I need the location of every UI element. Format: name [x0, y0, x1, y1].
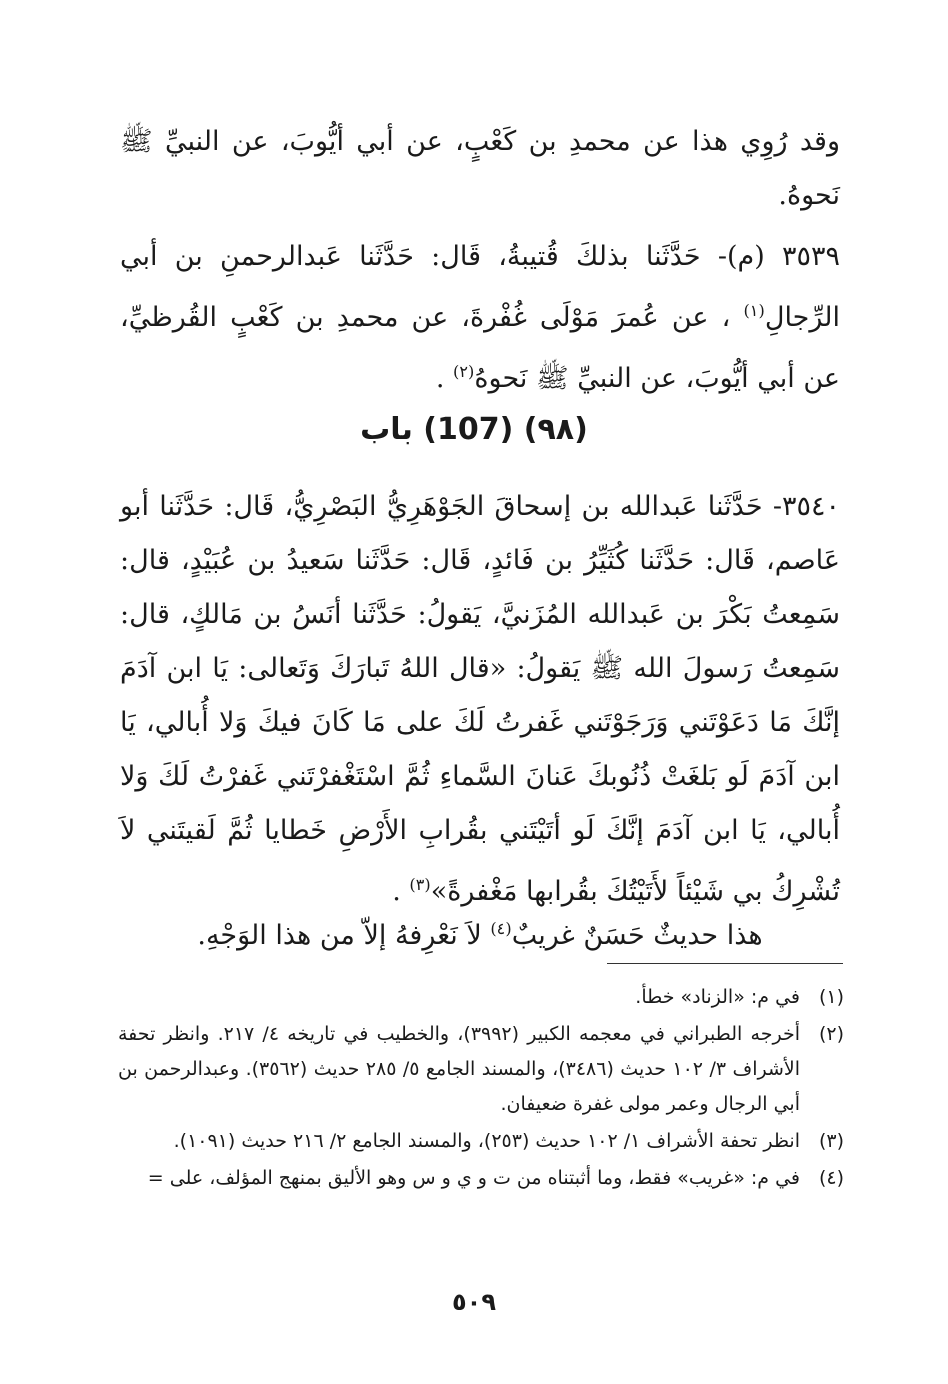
- footnote-ref-1[interactable]: (١): [743, 301, 765, 320]
- footnote-number: (٢): [818, 1023, 844, 1045]
- footnote-divider: [607, 963, 843, 964]
- footnote-text: أخرجه الطبراني في معجمه الكبير (٣٩٩٢)، والخطيب في تاريخه ٤/ ٢١٧. وانظر تحفة الأشراف ٣/ ١٠٢ حديث (٣٤٨٦)، والمسند الجامع ٥/ ٢٨٥ حديث (٣٥٦٢). وعبدالرحمن بن أبي الرجال وعمر مولى غفرة ضعيفان.: [118, 1023, 800, 1115]
- footnote-number: (١): [818, 986, 844, 1008]
- footnotes-section: [118, 980, 844, 1198]
- hadith-3539-text-middle: ، عن عُمرَ مَوْلَى غُفْرةَ، عن محمدِ بن كَعْبٍ القُرظيِّ، عن أبي أيُّوبَ، عن النبيِّ ﷺ نَحوهُ: [120, 302, 840, 394]
- verdict-text-before: هذا حديثٌ حَسَنٌ غريبٌ: [511, 920, 763, 951]
- hadith-3540-text-after: .: [392, 876, 410, 907]
- hadith-3540-text: ٣٥٤٠- حَدَّثَنا عَبدالله بن إسحاقَ الجَوْهَرِيُّ البَصْرِيُّ، قَال: حَدَّثَنا أبو عَاصم، قَال: حَدَّثَنا كُثَيِّرُ بن فَائدٍ، قَال: حَدَّثَنا سَعيدُ بن عُبَيْدٍ، قال: سَمِعتُ بَكْرَ بن عَبدالله المُزَنيَّ، يَقولُ: حَدَّثَنا أنَسُ بن مَالكٍ، قال: سَمِعتُ رَسولَ الله ﷺ يَقولُ: «قال اللهُ تَبارَكَ وَتَعالى: يَا ابن آدَمَ إنَّكَ مَا دَعَوْتَني وَرَجَوْتَني غَفرتُ لَكَ على مَا كَانَ فيكَ وَلا أُبالي، يَا ابن آدَمَ لَو بَلغَتْ ذُنُوبكَ عَنانَ السَّماءِ ثُمَّ اسْتَغْفرْتَني غَفرْتُ لَكَ وَلا أُبالي، يَا ابن آدَمَ إنَّكَ لَو أتَيْتَني بقُرابِ الأَرْضِ خَطايا ثُمَّ لَقيتَني لاَ تُشْرِكُ بي شَيْئاً لأَتَيْتُكَ بقُرابها مَغْفرةً»: [120, 491, 840, 907]
- footnote-text: في م: «غريب» فقط، وما أثبتناه من ت و ي و س وهو الأليق بمنهج المؤلف، على =: [147, 1167, 800, 1189]
- footnote-2: [118, 1017, 844, 1122]
- footnote-number: (٤): [818, 1167, 844, 1189]
- hadith-3539-text-after: .: [435, 363, 454, 394]
- footnote-ref-3[interactable]: (٣): [409, 875, 431, 894]
- paragraph-intro-text: وقد رُوِي هذا عن محمدِ بن كَعْبٍ، عن أبي أيُّوبَ، عن النبيِّ ﷺ نَحوهُ.: [120, 126, 840, 211]
- footnote-ref-2[interactable]: (٢): [453, 362, 475, 381]
- hadith-verdict: [120, 902, 840, 963]
- footnote-text: انظر تحفة الأشراف ١/ ١٠٢ حديث (٢٥٣)، والمسند الجامع ٢/ ٢١٦ حديث (١٠٩١).: [173, 1130, 800, 1152]
- verdict-text-after: لاَ نَعْرِفهُ إلاّ من هذا الوَجْهِ.: [197, 920, 491, 951]
- footnote-number: (٣): [818, 1130, 844, 1152]
- footnote-3: [118, 1124, 844, 1159]
- paragraph-intro: [120, 115, 840, 223]
- hadith-3539-text-before: ٣٥٣٩ (م)- حَدَّثَنا بذلكَ قُتيبةُ، قَال: حَدَّثَنا عَبدالرحمنِ بن أبي الرِّجالِ: [120, 241, 840, 333]
- footnote-ref-4[interactable]: (٤): [490, 919, 512, 938]
- footnote-4: [118, 1161, 844, 1196]
- page-number: ٥٠٩: [452, 1288, 496, 1316]
- hadith-3540: [120, 480, 840, 919]
- footnote-text: في م: «الزناد» خطأ.: [635, 986, 800, 1008]
- chapter-heading: (٩٨) (107) باب: [360, 412, 588, 447]
- hadith-3539: [120, 230, 840, 406]
- footnote-1: [118, 980, 844, 1015]
